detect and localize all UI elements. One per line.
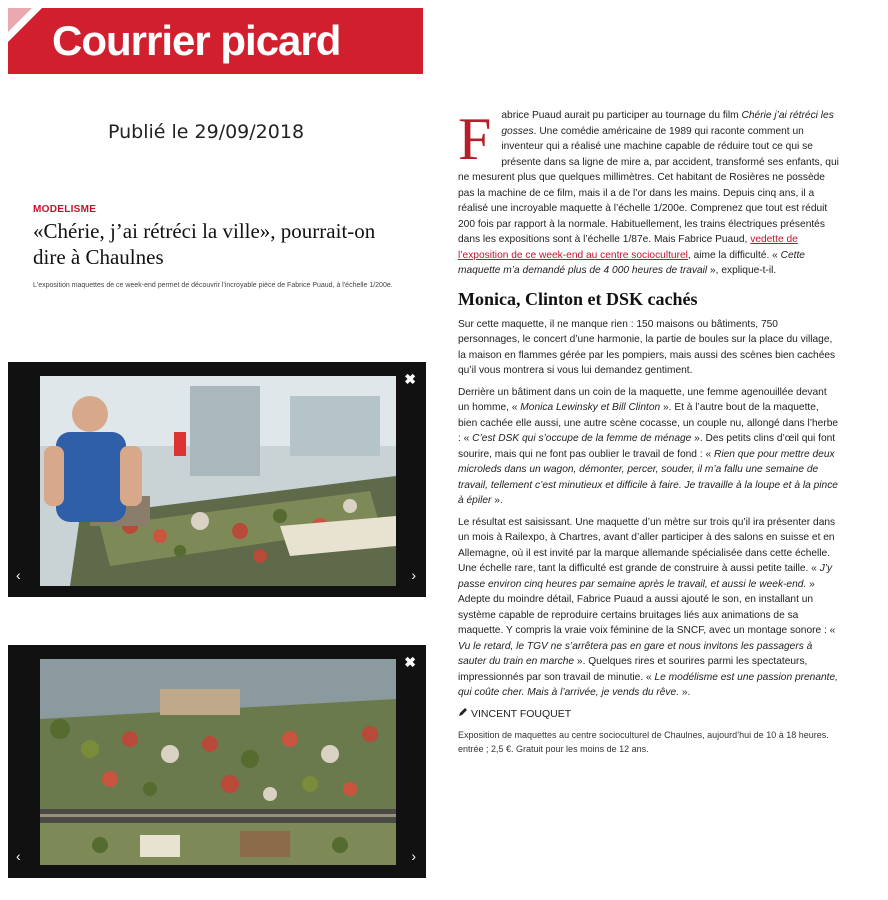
- gallery-next-icon[interactable]: ›: [411, 567, 416, 583]
- gallery-close-icon[interactable]: ✖: [404, 371, 416, 387]
- quote: Cette maquette m’a demandé plus de 4 000 heures de travail: [458, 249, 805, 276]
- film-title: Chérie j’ai rétréci les gosses: [501, 110, 834, 137]
- article-body: [458, 108, 840, 756]
- gallery-close-icon[interactable]: ✖: [404, 654, 416, 670]
- photo-gallery-1[interactable]: [8, 362, 426, 597]
- article-standfirst: L'exposition maquettes de ce week-end permet de découvrir l'incroyable pièce de Fabrice Puaud, à l'échelle 1/200e.: [33, 282, 393, 289]
- text-run: Le résultat est saisissant. Une maquette d’un mètre sur trois qu’il ira présenter dans un mois à Railexpo, à Chartres, avant d’aller participer à des salons en suisse et en Allemagne, où il est invité par la marque allemande spécialisée dans cette échelle. Une échelle rare, tant la difficulté est grande de construire à aussi petite taille. «: [458, 516, 836, 574]
- gallery-photo-1: [40, 376, 396, 586]
- quote: Rien que pour mettre deux microleds dans un wagon, démonter, percer, souder, il m’a fallu une semaine de travail, tellement c’est minutieux et difficile à faire. Je travaille à la loupe et à la pince à épiler: [458, 448, 838, 506]
- quote: Monica Lewinsky et Bill Clinton: [520, 402, 661, 413]
- logo-wordmark: Courrier picard: [52, 17, 341, 64]
- pen-icon: [458, 707, 468, 723]
- dropcap: F: [458, 106, 492, 172]
- photo-gallery-2[interactable]: [8, 645, 426, 878]
- text-run: ».: [679, 687, 691, 698]
- author-name: VINCENT FOUQUET: [471, 707, 572, 720]
- paragraph-3: [458, 385, 840, 509]
- paragraph-2: Sur cette maquette, il ne manque rien : 150 maisons ou bâtiments, 750 personnages, le concert d’une harmonie, la partie de boules sur la place du village, la maison en flammes gérée par les pompiers, mais aussi des scènes bien cachées qu’il vous montrera si vous lui demandez gentiment.: [458, 318, 836, 376]
- exhibition-link[interactable]: vedette de l’exposition de ce week-end au centre socioculturel: [458, 234, 798, 261]
- text-run: abrice Puaud aurait pu participer au tournage du film: [501, 110, 742, 121]
- article-rubric[interactable]: MODELISME: [33, 204, 97, 215]
- info-box: Exposition de maquettes au centre socioculturel de Chaulnes, aujourd’hui de 10 à 18 heures. entrée ; 2,5 €. Gratuit pour les moins de 12 ans.: [458, 730, 829, 754]
- gallery-prev-icon[interactable]: ‹: [16, 567, 21, 583]
- author-line: [458, 707, 840, 723]
- text-run: , aime la difficulté. «: [687, 249, 781, 261]
- quote: C’est DSK qui s’occupe de la femme de ménage: [472, 433, 692, 444]
- section-subhead: Monica, Clinton et DSK cachés: [458, 288, 698, 309]
- gallery-next-icon[interactable]: ›: [411, 848, 416, 864]
- paragraph-4: [458, 515, 840, 701]
- paragraph-intro: [458, 108, 840, 279]
- gallery-prev-icon[interactable]: ‹: [16, 848, 21, 864]
- text-run: », explique-t-il.: [707, 265, 777, 276]
- text-run: . Une comédie américaine de 1989 qui raconte comment un inventeur qui a réalisé une machine capable de réduire tout ce qui se présente dans sa ligne de mire a, par accident, transformé ses enfants, qui ne mesurent plus que quelques millimètres. Cet habitant de Rosières ne possède pas la machine de ce film, mais il a de l’or dans les mains. Depuis cinq ans, il a réalisé une incroyable maquette à l’échelle 1/200e. Comprenez que tout est réduit 200 fois par rapport à la normale. Habituellement, les trains électriques présentés dans les expositions sont à l’échelle 1/87e. Mais Fabrice Puaud,: [458, 125, 839, 245]
- article-headline: «Chérie, j’ai rétréci la ville», pourrait-on dire à Chaulnes: [33, 219, 376, 269]
- quote: Vu le retard, le TGV ne s’arrêtera pas en gare et nous invitons les passagers à sauter du train en marche: [458, 640, 813, 667]
- text-run: ».: [491, 495, 503, 506]
- logo-corner-accent: [8, 8, 32, 32]
- quote: Le modélisme est une passion prenante, qui coûte cher. Mais à l’arrivée, je vends du rêve.: [458, 671, 838, 698]
- text-run: » Adepte du moindre détail, Fabrice Puaud a aussi ajouté le son, en installant un système capable de reproduire certains bruitages liés aux animations de sa maquette. Y compris la vraie voix féminine de la SNCF, avec un montage sonore : «: [458, 578, 836, 636]
- courrier-picard-logo: [8, 8, 423, 74]
- quote: J’y passe environ cinq heures par semaine après le travail, et aussi le week-end.: [458, 563, 833, 590]
- publication-date: Publié le 29/09/2018: [108, 121, 305, 143]
- text-run: ». Et à l’autre bout de la maquette, bien cachée elle aussi, une autre scène cocasse, un couple nu, allongé dans l’herbe : «: [458, 402, 839, 444]
- text-run: ». Quelques rires et sourires parmi les spectateurs, impressionnés par son travail de minutie. «: [458, 656, 808, 683]
- text-run: ». Des petits clins d’œil qui font sourire, mais qui ne font pas oublier le travail de fond : «: [458, 433, 836, 460]
- text-run: Derrière un bâtiment dans un coin de la maquette, une femme agenouillée devant un homme, «: [458, 386, 827, 413]
- gallery-photo-2: [40, 659, 396, 865]
